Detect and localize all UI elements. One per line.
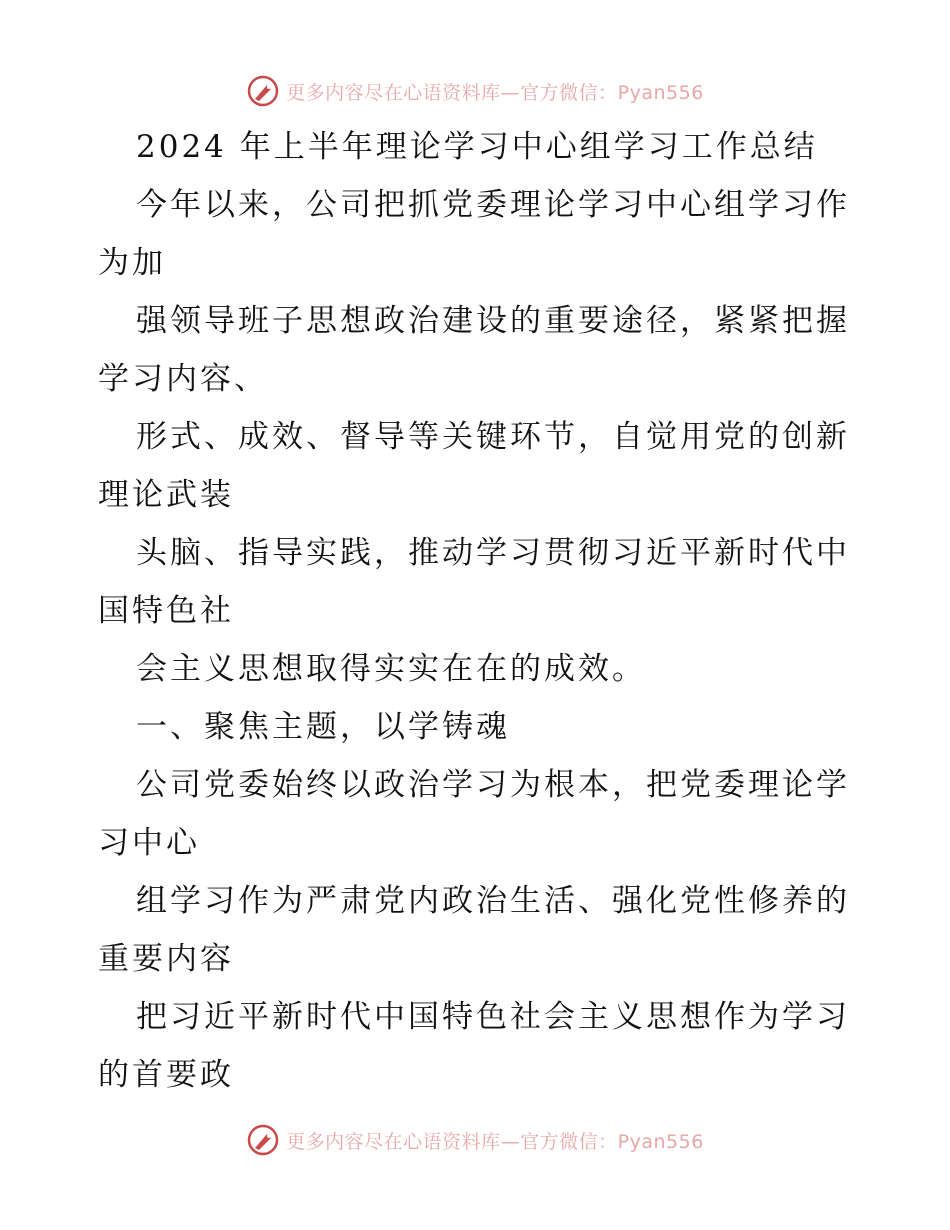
text-line: 把习近平新时代中国特色社会主义思想作为学习 [136,999,850,1035]
pen-nib-logo-icon [246,1123,280,1157]
text-line: 强领导班子思想政治建设的重要途径，紧紧把握 [136,303,850,339]
text-line: 为加 [98,245,166,281]
document-title: 2024 年上半年理论学习中心组学习工作总结 [136,129,818,165]
paragraph-lines [98,176,858,1104]
text-line: 一、聚焦主题，以学铸魂 [136,709,510,745]
text-line: 头脑、指导实践，推动学习贯彻习近平新时代中 [136,535,850,571]
text-line: 学习内容、 [98,361,268,397]
footer-watermark [0,1120,950,1160]
text-line: 的首要政 [98,1057,234,1093]
text-line: 会主义思想取得实实在在的成效。 [136,651,646,687]
text-line: 组学习作为严肃党内政治生活、强化党性修养的 [136,883,850,919]
text-line: 公司党委始终以政治学习为根本，把党委理论学 [136,767,850,803]
watermark-text: 更多内容尽在心语资料库—官方微信：Pyan556 [286,1130,704,1153]
header-watermark [0,71,950,111]
watermark-text: 更多内容尽在心语资料库—官方微信：Pyan556 [286,81,704,104]
pen-nib-logo-icon [246,74,280,108]
document-body [98,118,858,1104]
text-line: 重要内容 [98,941,234,977]
text-line: 形式、成效、督导等关键环节，自觉用党的创新 [136,419,850,455]
text-line: 理论武装 [98,477,234,513]
text-line: 国特色社 [98,593,234,629]
text-line: 今年以来，公司把抓党委理论学习中心组学习作 [136,187,850,223]
text-line: 习中心 [98,825,200,861]
